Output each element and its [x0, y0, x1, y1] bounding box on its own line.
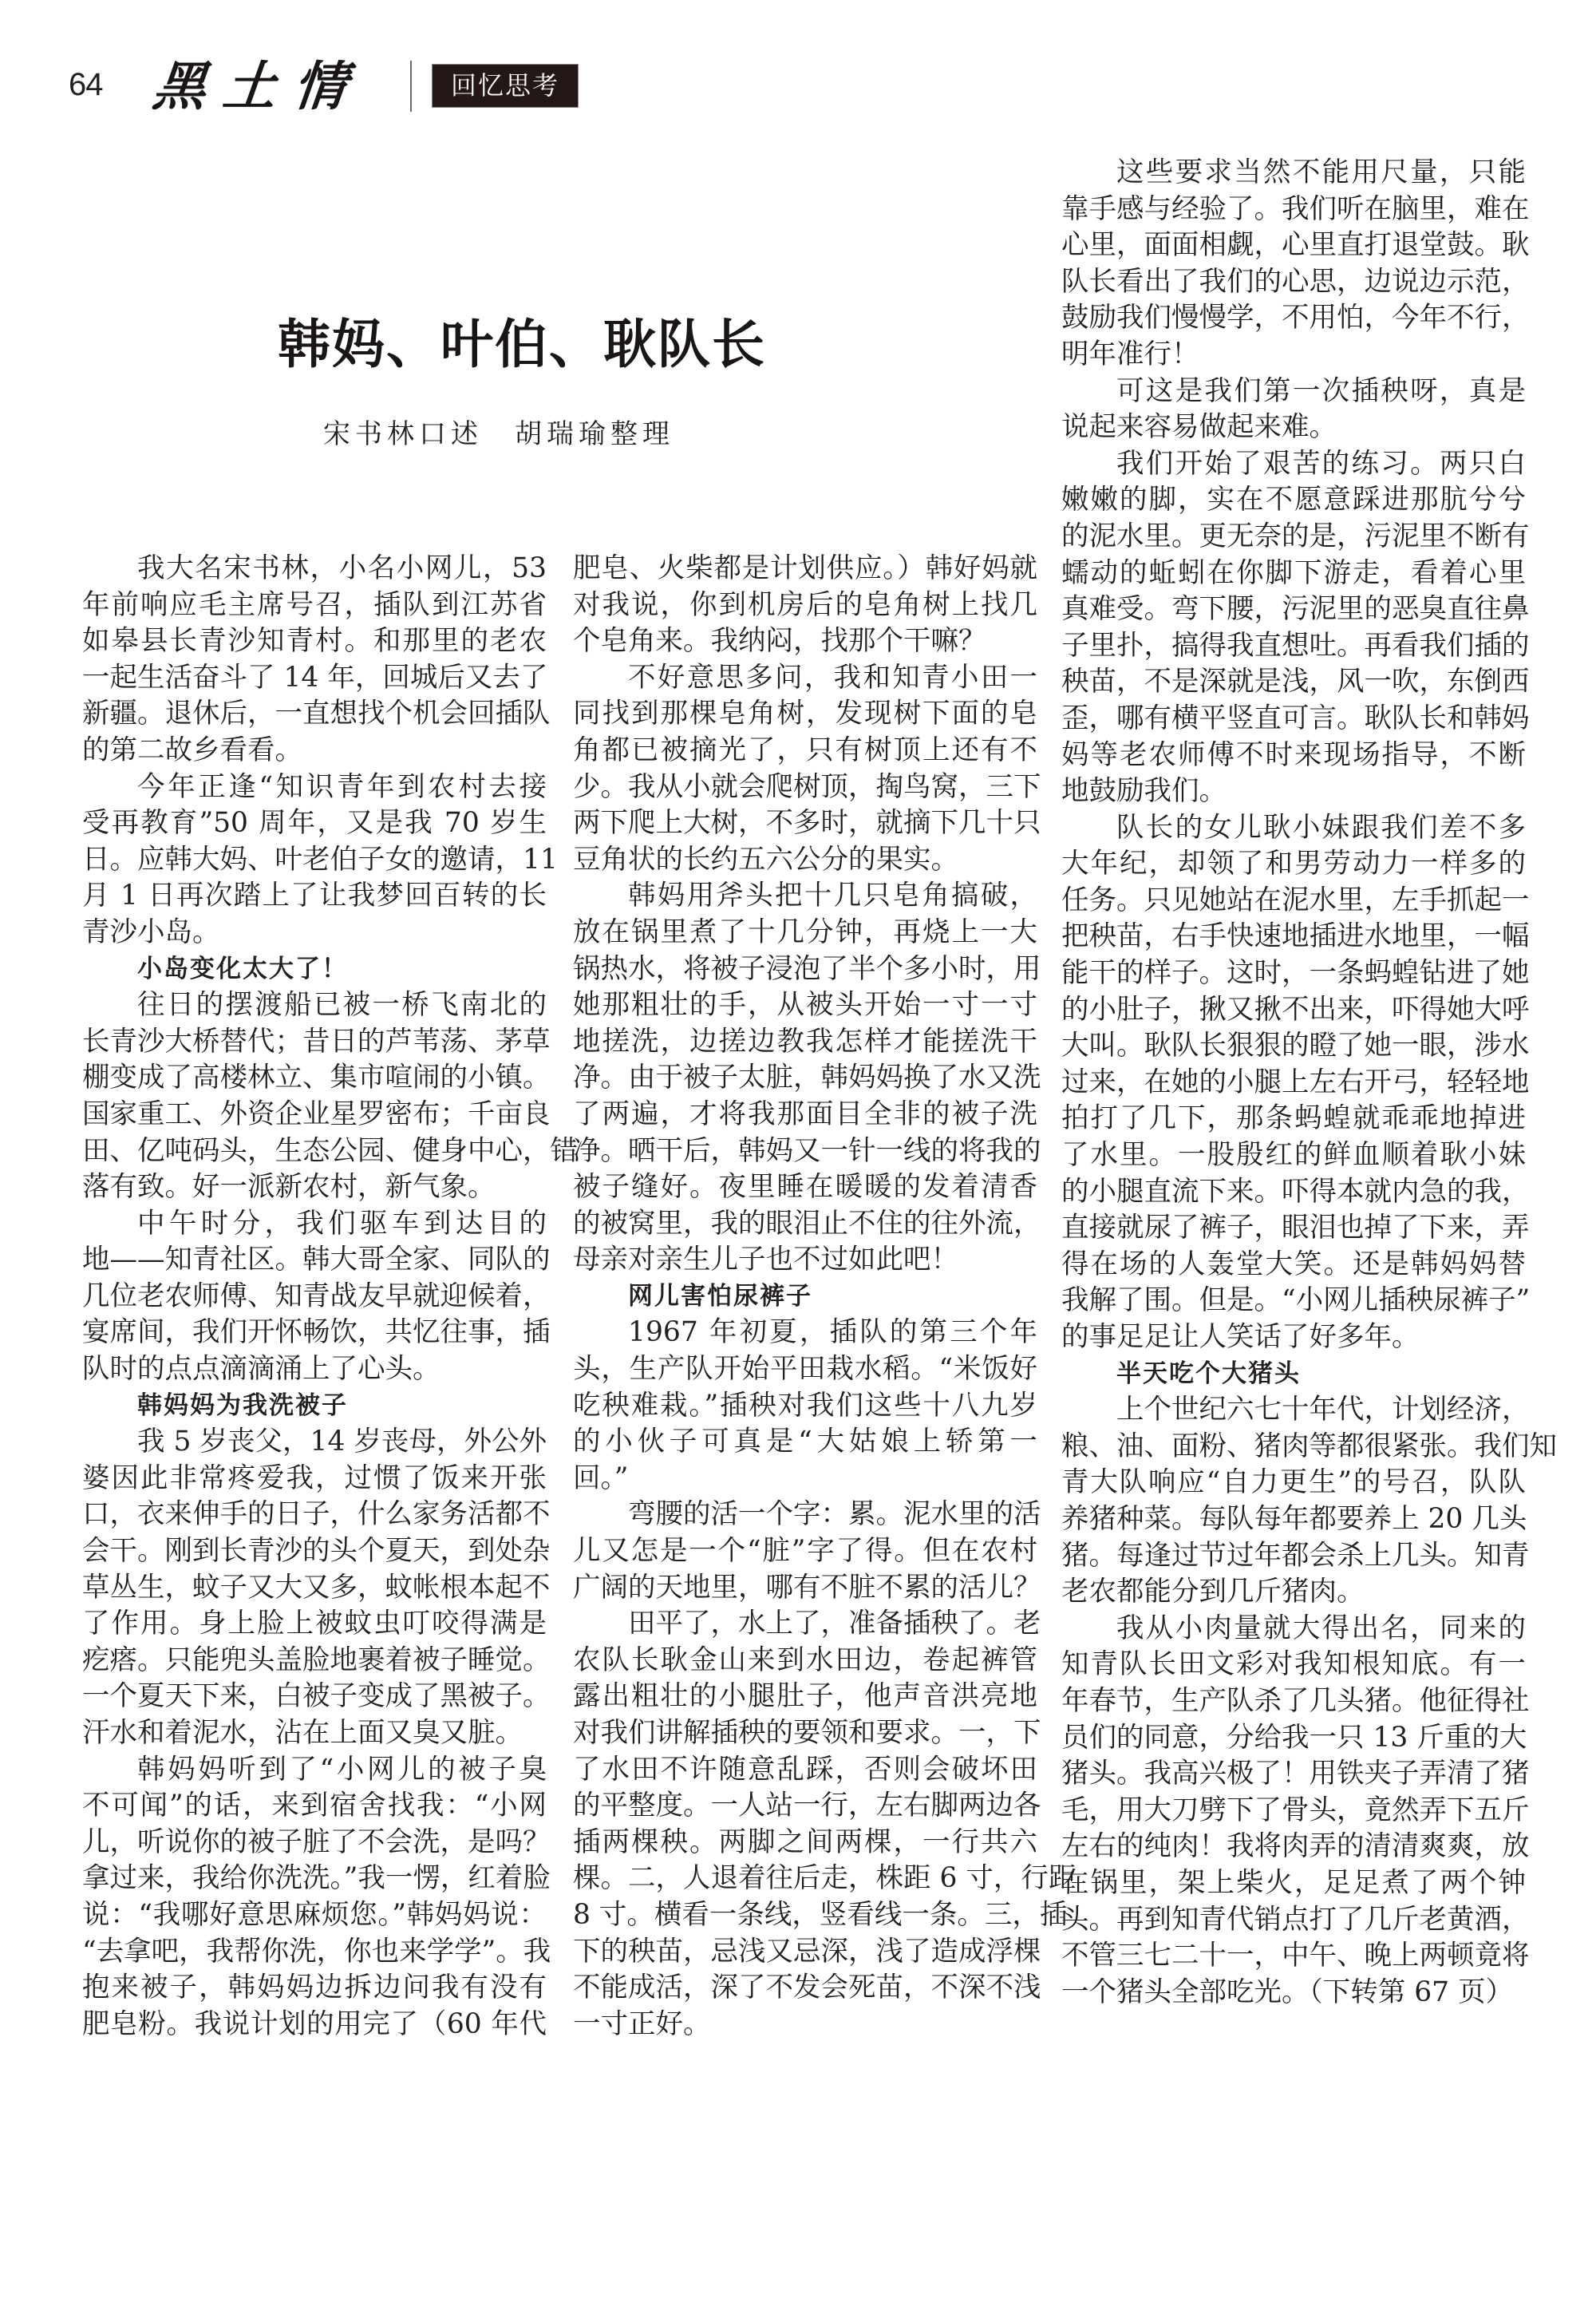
- text-line: 的平整度。一人站一行，左右脚两边各: [573, 1790, 1041, 1822]
- section-heading: 韩妈妈为我洗被子: [137, 1390, 348, 1420]
- text-line: 净。由于被子太脏，韩妈妈换了水又洗: [573, 1062, 1041, 1094]
- text-line: 能干的样子。这时，一条蚂蝗钻进了她: [1061, 957, 1530, 990]
- text-line: 得在场的人轰堂大笑。还是韩妈妈替: [1061, 1248, 1526, 1280]
- text-line: 了水里。一股殷红的鲜血顺着耿小妹: [1061, 1139, 1526, 1172]
- section-heading: 半天吃个大猪头: [1116, 1359, 1301, 1388]
- text-line: 一起生活奋斗了 14 年，回城后又去了: [82, 661, 548, 694]
- text-line: 如皋县长青沙知青村。和那里的老农: [82, 625, 547, 658]
- text-line: 地鼓励我们。: [1061, 775, 1227, 808]
- text-line: 肥皂粉。我说计划的用完了（60 年代: [82, 2007, 547, 2040]
- text-line: 歪，哪有横平竖直可言。耿队长和韩妈: [1061, 702, 1530, 734]
- text-line: 角都已被摘光了，只有树顶上还有不: [573, 734, 1037, 766]
- text-line: 我从小肉量就大得出名，同来的: [1116, 1612, 1526, 1644]
- text-line: 日。应韩大妈、叶老伯子女的邀请，11: [82, 843, 558, 876]
- byline-editor: 胡瑞瑜整理: [515, 418, 674, 450]
- text-line: 长青沙大桥替代；昔日的芦苇荡、茅草: [82, 1025, 551, 1058]
- text-line: 一个夏天下来，白被子变成了黑被子。: [82, 1680, 551, 1713]
- text-line: 头。再到知青代销点打了几斤老黄酒，: [1061, 1903, 1530, 1936]
- text-line: 大年纪，却领了和男劳动力一样多的: [1061, 848, 1526, 880]
- text-line: 被子缝好。夜里睡在暖暖的发着清香: [573, 1171, 1037, 1204]
- text-line: 猪头。我高兴极了！用铁夹子弄清了猪: [1061, 1758, 1530, 1790]
- text-line: 队长的女儿耿小妹跟我们差不多: [1116, 811, 1526, 844]
- text-line: 直接就尿了裤子，眼泪也掉了下来，弄: [1061, 1212, 1530, 1244]
- text-line: 锅热水，将被子浸泡了半个多小时，用: [573, 952, 1041, 985]
- text-line: 儿又怎是一个“脏”字了得。但在农村: [573, 1535, 1037, 1568]
- text-line: 吃秧难栽。”插秧对我们这些十八九岁: [573, 1389, 1037, 1422]
- text-line: 的被窝里，我的眼泪止不住的往外流，: [573, 1207, 1041, 1240]
- text-line: 母亲对亲生儿子也不过如此吧！: [573, 1244, 958, 1276]
- text-line: 嫩嫩的脚，实在不愿意踩进那肮兮兮: [1061, 484, 1526, 516]
- text-line: 过来，在她的小腿上左右开弓，轻轻地: [1061, 1066, 1530, 1098]
- text-line: 青大队响应“自力更生”的号召，队队: [1061, 1466, 1526, 1499]
- text-line: 的泥水里。更无奈的是，污泥里不断有: [1061, 520, 1530, 552]
- text-line: 员们的同意，分给我一只 13 斤重的大: [1061, 1721, 1527, 1754]
- text-line: 8 寸。横看一条线，竖看线一条。三，插: [573, 1898, 1068, 1931]
- text-line: 抱来被子，韩妈妈边拆边问我有没有: [82, 1972, 547, 2004]
- text-line: 婆因此非常疼爱我，过惯了饭来开张: [82, 1462, 547, 1494]
- text-line: 我 5 岁丧父，14 岁丧母，外公外: [137, 1426, 547, 1458]
- text-line: 说起来容易做起来难。: [1061, 411, 1337, 444]
- text-line: 少。我从小就会爬树顶，掏鸟窝，三下: [573, 770, 1041, 803]
- text-line: 汗水和着泥水，沾在上面又臭又脏。: [82, 1717, 523, 1749]
- text-line: 地搓洗，边搓边教我怎样才能搓洗干: [573, 1025, 1037, 1058]
- text-line: 了作用。身上脸上被蚊虫叮咬得满是: [82, 1608, 547, 1640]
- text-line: 不可闻”的话，来到宿舍找我：“小网: [82, 1790, 547, 1822]
- text-line: 说：“我哪好意思麻烦您。”韩妈妈说：: [82, 1898, 547, 1931]
- byline-narrator: 宋书林口述: [323, 418, 483, 450]
- article-title: 韩妈、叶伯、耿队长: [278, 314, 766, 375]
- text-line: 下的秧苗，忌浅又忌深，浅了造成浮棵: [573, 1935, 1041, 1968]
- section-heading: 网儿害怕尿裤子: [628, 1281, 812, 1311]
- text-line: 这些要求当然不能用尺量，只能: [1116, 156, 1526, 188]
- text-line: 真难受。弯下腰，污泥里的恶臭直往鼻: [1061, 593, 1530, 626]
- article-column-1: [82, 551, 578, 2043]
- text-line: 棵。二，人退着往后走，株距 6 寸，行距: [573, 1862, 1077, 1895]
- text-line: 不能成活，深了不发会死苗，不深不浅: [573, 1972, 1041, 2004]
- text-line: 青沙小岛。: [82, 916, 220, 948]
- text-line: 任务。只见她站在泥水里，左手抓起一: [1061, 884, 1530, 916]
- text-line: 同找到那棵皂角树，发现树下面的皂: [573, 698, 1037, 730]
- text-line: 月 1 日再次踏上了让我梦回百转的长: [82, 880, 547, 912]
- text-line: 落有致。好一派新农村，新气象。: [82, 1171, 496, 1204]
- text-line: 儿，听说你的被子脏了不会洗，是吗？: [82, 1825, 551, 1858]
- section-badge: 回忆思考: [432, 64, 579, 108]
- text-line: 的小腿直流下来。吓得本就内急的我，: [1061, 1175, 1530, 1208]
- text-line: 年春节，生产队杀了几头猪。他征得社: [1061, 1684, 1530, 1717]
- text-line: 的第二故乡看看。: [82, 734, 302, 766]
- text-line: 我大名宋书林，小名小网儿，53: [137, 552, 547, 584]
- text-line: 秧苗，不是深就是浅，风一吹，东倒西: [1061, 666, 1530, 698]
- article-column-3: [1061, 155, 1557, 2011]
- text-line: 大叫。耿队长狠狠的瞪了她一眼，涉水: [1061, 1030, 1530, 1062]
- text-line: 1967 年初夏，插队的第三个年: [628, 1316, 1037, 1349]
- text-line: 往日的摆渡船已被一桥飞南北的: [137, 989, 547, 1022]
- text-line: 几位老农师傅、知青战友早就迎候着，: [82, 1280, 551, 1312]
- text-line: 的事足足让人笑话了好多年。: [1061, 1321, 1420, 1353]
- text-line: 蠕动的蚯蚓在你脚下游走，看着心里: [1061, 556, 1526, 589]
- text-line: 口，衣来伸手的日子，什么家务活都不: [82, 1498, 551, 1531]
- text-line: 个皂角来。我纳闷，找那个干嘛？: [573, 625, 986, 658]
- text-line: 上个世纪六七十年代，计划经济，: [1116, 1394, 1530, 1426]
- text-line: 棚变成了高楼林立、集市喧闹的小镇。: [82, 1062, 551, 1094]
- text-line: 不管三七二十一，中午、晚上两顿竟将: [1061, 1940, 1530, 1972]
- text-line: 知青队长田文彩对我知根知底。有一: [1061, 1648, 1526, 1681]
- text-line: 拿过来，我给你洗洗。”我一愣，红着脸: [82, 1862, 551, 1895]
- text-line: 心里，面面相觑，心里直打退堂鼓。耿: [1061, 229, 1530, 262]
- text-line: 队长看出了我们的心思，边说边示范，: [1061, 265, 1530, 298]
- text-line: 两下爬上大树，不多时，就摘下几十只: [573, 807, 1041, 840]
- text-line: 地——知青社区。韩大哥全家、同队的: [82, 1244, 551, 1276]
- text-line: 放在锅里煮了十几分钟，再烧上一大: [573, 916, 1037, 948]
- text-line: 养猪种菜。每队每年都要养上 20 几头: [1061, 1502, 1527, 1535]
- text-line: 头，生产队开始平田栽水稻。“米饭好: [573, 1353, 1037, 1386]
- text-line: 我们开始了艰苦的练习。两只白: [1116, 447, 1526, 480]
- text-line: 插两棵秧。两脚之间两棵，一行共六: [573, 1825, 1037, 1858]
- text-line: 中午时分，我们驱车到达目的: [137, 1207, 547, 1240]
- text-line: 的小肚子，揪又揪不出来，吓得她大呼: [1061, 993, 1530, 1026]
- text-line: 农队长耿金山来到水田边，卷起裤管: [573, 1643, 1037, 1676]
- text-line: 一个猪头全部吃光。（下转第 67 页）: [1061, 1976, 1514, 2008]
- text-line: 老农都能分到几斤猪肉。: [1061, 1576, 1365, 1608]
- text-line: 弯腰的活一个字：累。泥水里的活: [628, 1498, 1041, 1531]
- text-line: 韩妈妈听到了“小网儿的被子臭: [137, 1753, 547, 1786]
- text-line: 田、亿吨码头，生态公园、健身中心，错: [82, 1134, 578, 1167]
- header-divider: [410, 61, 412, 112]
- text-line: 一寸正好。: [573, 2007, 711, 2040]
- text-line: 新疆。退休后，一直想找个机会回插队: [82, 698, 551, 730]
- text-line: 可这是我们第一次插秧呀，真是: [1116, 374, 1526, 407]
- text-line: 豆角状的长约五六公分的果实。: [573, 843, 958, 876]
- text-line: 拍打了几下，那条蚂蝗就乖乖地掉进: [1061, 1102, 1526, 1135]
- text-line: 回。”: [573, 1462, 629, 1494]
- text-line: 肥皂、火柴都是计划供应。）韩好妈就: [573, 552, 1037, 584]
- text-line: 毛，用大刀劈下了骨头，竟然弄下五斤: [1061, 1794, 1530, 1826]
- text-line: 受再教育”50 周年，又是我 70 岁生: [82, 807, 547, 840]
- text-line: 净。晒干后，韩妈又一针一线的将我的: [573, 1134, 1041, 1167]
- text-line: 左右的纯肉！我将肉弄的清清爽爽，放: [1061, 1830, 1530, 1863]
- text-line: 广阔的天地里，哪有不脏不累的活儿？: [573, 1571, 1041, 1604]
- page-number: 64: [69, 67, 103, 102]
- text-line: 韩妈用斧头把十几只皂角搞破，: [628, 880, 1037, 912]
- text-line: 明年准行！: [1061, 338, 1199, 370]
- text-line: 疙瘩。只能兜头盖脸地裹着被子睡觉。: [82, 1643, 551, 1676]
- text-line: 年前响应毛主席号召，插队到江苏省: [82, 588, 547, 621]
- text-line: 对我说，你到机房后的皂角树上找几: [573, 588, 1037, 621]
- byline: [323, 412, 674, 451]
- text-line: 露出粗壮的小腿肚子，他声音洪亮地: [573, 1680, 1037, 1713]
- text-line: 的小伙子可真是“大姑娘上轿第一: [573, 1426, 1037, 1458]
- text-line: 靠手感与经验了。我们听在脑里，难在: [1061, 192, 1530, 225]
- text-line: 粮、油、面粉、猪肉等都很紧张。我们知: [1061, 1430, 1557, 1462]
- text-line: 子里扑，搞得我直想吐。再看我们插的: [1061, 629, 1530, 662]
- text-line: 宴席间，我们开怀畅饮，共忆往事，插: [82, 1316, 551, 1349]
- section-heading: 小岛变化太大了！: [137, 954, 348, 983]
- text-line: “去拿吧，我帮你洗，你也来学学”。我: [82, 1935, 551, 1968]
- text-line: 了水田不许随意乱踩，否则会破坏田: [573, 1753, 1037, 1786]
- text-line: 草丛生，蚊子又大又多，蚊帐根本起不: [82, 1571, 551, 1604]
- text-line: 田平了，水上了，准备插秧了。老: [628, 1608, 1041, 1640]
- text-line: 她那粗壮的手，从被头开始一寸一寸: [573, 989, 1037, 1022]
- text-line: 妈等老农师傅不时来现场指导，不断: [1061, 738, 1526, 771]
- text-line: 国家重工、外资企业星罗密布；千亩良: [82, 1098, 551, 1130]
- text-line: 不好意思多问，我和知青小田一: [628, 661, 1037, 694]
- text-line: 猪。每逢过节过年都会杀上几头。知青: [1061, 1539, 1530, 1572]
- article-column-2: [573, 551, 1077, 2043]
- text-line: 会干。刚到长青沙的头个夏天，到处杂: [82, 1535, 551, 1568]
- text-line: 在锅里，架上柴火，足足煮了两个钟: [1061, 1866, 1526, 1899]
- text-line: 今年正逢“知识青年到农村去接: [137, 770, 547, 803]
- text-line: 把秧苗，右手快速地插进水地里，一幅: [1061, 920, 1530, 953]
- text-line: 鼓励我们慢慢学，不用怕，今年不行，: [1061, 302, 1530, 334]
- text-line: 队时的点点滴滴涌上了心头。: [82, 1353, 440, 1386]
- text-line: 对我们讲解插秧的要领和要求。一，下: [573, 1717, 1041, 1749]
- text-line: 我解了围。但是。“小网儿插秧尿裤子”: [1061, 1284, 1531, 1317]
- text-line: 了两遍，才将我那面目全非的被子洗: [573, 1098, 1037, 1130]
- magazine-logo: 黑土情: [149, 55, 368, 117]
